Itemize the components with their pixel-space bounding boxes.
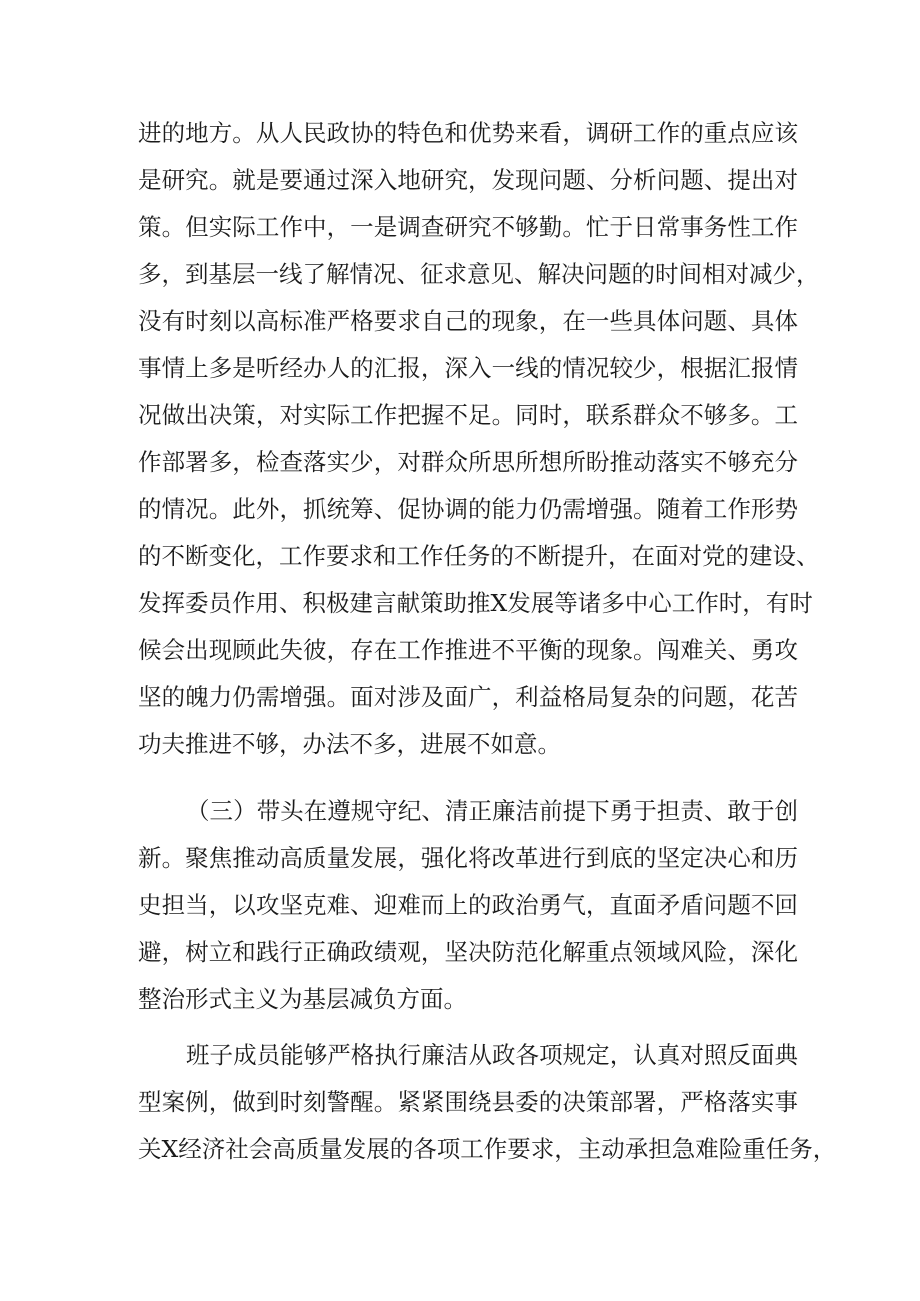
- text-line: 史担当，以攻坚克难、迎难而上的政治勇气，直面矛盾问题不回: [138, 891, 798, 919]
- text-line: 班子成员能够严格执行廉洁从政各项规定，认真对照反面典: [186, 1041, 798, 1069]
- body-paragraph: [138, 1032, 837, 1173]
- text-line: 况做出决策，对实际工作把握不足。同时，联系群众不够多。工: [138, 401, 798, 429]
- text-line: 新。聚焦推动高质量发展，强化将改革进行到底的坚定决心和历: [138, 844, 798, 872]
- text-line: 候会出现顾此失彼，存在工作推进不平衡的现象。闯难关、勇攻: [138, 636, 798, 664]
- text-line: 作部署多，检查落实少，对群众所思所想所盼推动落实不够充分: [138, 448, 798, 476]
- text-line: 的不断变化，工作要求和工作任务的不断提升，在面对党的建设、: [138, 542, 820, 570]
- text-line: 进的地方。从人民政协的特色和优势来看，调研工作的重点应该: [138, 119, 798, 147]
- text-line: 型案例，做到时刻警醒。紧紧围绕县委的决策部署，严格落实事: [138, 1088, 798, 1116]
- text-line: 策。但实际工作中，一是调查研究不够勤。忙于日常事务性工作: [138, 213, 798, 241]
- text-line: （三）带头在遵规守纪、清正廉洁前提下勇于担责、敢于创: [186, 797, 798, 825]
- text-line: 坚的魄力仍需增强。面对涉及面广，利益格局复杂的问题，花苦: [138, 683, 798, 711]
- text-line: 整治形式主义为基层减负方面。: [138, 985, 467, 1013]
- text-line: 避，树立和践行正确政绩观，坚决防范化解重点领域风险，深化: [138, 938, 798, 966]
- text-line: 多，到基层一线了解情况、征求意见、解决问题的时间相对减少，: [138, 260, 820, 288]
- text-line: 发挥委员作用、积极建言献策助推X发展等诸多中心工作时，有时: [138, 589, 813, 617]
- text-line: 是研究。就是要通过深入地研究，发现问题、分析问题、提出对: [138, 166, 798, 194]
- paragraph-continuation: [138, 110, 820, 768]
- text-line: 事情上多是听经办人的汇报，深入一线的情况较少，根据汇报情: [138, 354, 798, 382]
- section-heading-paragraph: [138, 788, 798, 1023]
- text-line: 没有时刻以高标准严格要求自己的现象，在一些具体问题、具体: [138, 307, 798, 335]
- text-line: 功夫推进不够，办法不多，进展不如意。: [138, 730, 561, 758]
- text-line: 的情况。此外，抓统筹、促协调的能力仍需增强。随着工作形势: [138, 495, 798, 523]
- text-line: 关X经济社会高质量发展的各项工作要求，主动承担急难险重任务，: [138, 1135, 837, 1163]
